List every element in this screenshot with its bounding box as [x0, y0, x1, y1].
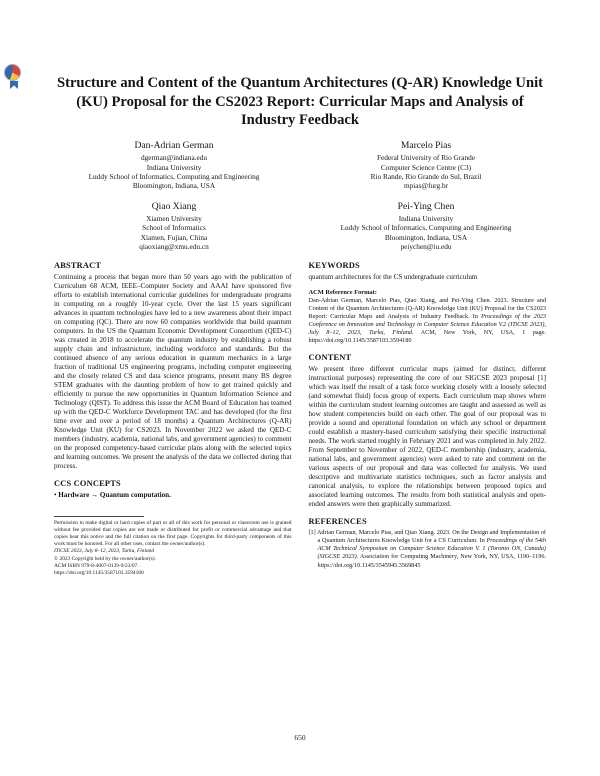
reference-venue: Proceedings of the 54th ACM Technical Symposium on Computer Science Education V. 1 (Toronto ON, Canada) (SIGCSE 2023).	[317, 537, 546, 561]
author-affiliation-line: Indiana University	[398, 213, 454, 223]
author-name: Pei-Ying Chen	[397, 200, 455, 212]
paper-title: Structure and Content of the Quantum Architectures (Q-AR) Knowledge Unit (KU) Proposal for the CS2023 Report: Curricular Maps and Analysis of Industry Feedback	[56, 75, 544, 129]
copyright-line: © 2023 Copyright held by the owner/author(s).	[54, 555, 156, 562]
footnote-rule	[54, 516, 144, 517]
acm-badge-ribbon-icon	[10, 81, 18, 89]
reference-doi[interactable]: Association for Computing Machinery, New York, NY, USA, 1190–1196. https://doi.org/10.1145/3545945.3569845	[317, 553, 546, 569]
author-email: dgerman@indiana.edu	[140, 153, 208, 163]
ccs-bullet: •	[54, 490, 57, 499]
content-heading: CONTENT	[308, 353, 352, 363]
footnote-block	[54, 516, 292, 577]
ccs-concepts-heading: CCS CONCEPTS	[54, 478, 121, 488]
acm-reference-authors: Dan-Adrian German, Marcelo Pias, Qiao Xiang, and Pei-Ying Chen. 2023. Structure and Content of the Quantum Architectures (Q-AR) Knowledge Unit (KU) Proposal for the CS2023 Report: Curricular Maps and Analysis of Industry Feedback. In	[308, 296, 546, 321]
doi-link[interactable]: https://doi.org/10.1145/3587103.3594180	[54, 569, 144, 576]
abstract-heading: ABSTRACT	[54, 260, 102, 270]
author-affiliation-line: Federal University of Rio Grande	[376, 153, 476, 163]
author-email: peiychen@iu.edu	[400, 242, 452, 252]
acm-badge-circle-icon	[4, 64, 21, 81]
conference-line: ITiCSE 2023, July 8–12, 2023, Turku, Finland	[54, 548, 155, 555]
author-email: mpias@furg.br	[403, 181, 449, 191]
acm-reference-text	[309, 297, 547, 345]
acm-reference-format-heading: ACM Reference Format:	[308, 288, 377, 296]
ccs-term: Hardware	[58, 490, 90, 499]
acm-reference-doi[interactable]: ACM, New York, NY, USA, 1 page. https://doi.org/10.1145/3587103.3594180	[308, 329, 547, 345]
acm-reference-venue: Proceedings of the 2023 Conference on Innovation and Technology in Computer Science Education V.2 (ITiCSE 2023), July 8–12, 2023, Turku, Finland.	[308, 313, 546, 337]
author-affiliation-line: Luddy School of Informatics, Computing and Engineering	[88, 171, 260, 181]
keywords-heading: KEYWORDS	[308, 260, 360, 270]
author-name: Dan-Adrian German	[134, 140, 214, 152]
author-affiliation-line: Computer Science Centre (C3)	[380, 162, 472, 172]
reference-citation: Adrian German, Marcelo Pias, and Qiao Xiang. 2023. On the Design and Implementation of a Quantum Architectures Knowledge Unit for a CS Curriculum. In	[315, 529, 546, 545]
author-affiliation-line: Bloomington, Indiana, USA	[384, 232, 468, 242]
page-number: 650	[294, 733, 306, 742]
ccs-detail: Quantum computation.	[99, 490, 171, 499]
author-affiliation-line: Bloomington, Indiana, USA	[132, 181, 216, 191]
keywords-text: quantum architectures for the CS undergraduate curriculum	[308, 272, 478, 281]
acm-badge-icon[interactable]	[4, 64, 24, 92]
author-affiliation-line: Indiana University	[146, 162, 202, 172]
author-affiliation-line: Rio Rande, Rio Grande do Sul, Brazil	[370, 171, 482, 181]
body-columns	[54, 261, 546, 577]
ccs-arrow-icon: →	[91, 490, 99, 499]
left-column	[54, 261, 292, 577]
author-block	[306, 140, 546, 191]
author-name: Qiao Xiang	[151, 200, 197, 212]
reference-item	[309, 529, 547, 569]
right-column	[309, 261, 547, 577]
author-affiliation-line: Luddy School of Informatics, Computing and Engineering	[340, 223, 512, 233]
author-email: qiaoxiang@xmu.edu.cn	[139, 242, 209, 252]
content-text: We present three different curricular maps (aimed for distinct, different instructional purposes) representing the core of our SIGCSE 2023 proposal [1] which was itself the result of a task force working closely with a loosely selected (and somewhat fluid) focus group of experts. Each curriculum map shows where within the curriculum student learning outcomes are taught and assessed as well as how student competencies build on each other. The goal of our proposal was to provide a sound and operational foundation on which any school or department could establish a mastery-based curriculum satisfying their specific instructional needs. The work started roughly in February 2021 and was completed in July 2022. From September to November of 2022, QED-C membership (industry, academia, national labs, and government agencies) were asked to rate and comment on the various aspects of our proposal and data was collected for analysis. We used descriptive and multivariate statistics techniques, such as factor analysis and canonical analysis, to explore the relationships between proposed topics and associated learning outcomes. The results from both statistical analysis and open-ended answers were then graphically summarized.	[308, 365, 546, 509]
authors-block	[54, 140, 546, 252]
author-affiliation-line: Xiamen, Fujian, China	[140, 232, 208, 242]
author-name: Marcelo Pias	[400, 140, 452, 152]
ccs-concepts-text	[54, 491, 292, 500]
author-affiliation-line: School of Informatics	[142, 223, 206, 233]
author-block	[306, 201, 546, 252]
permission-notice: Permission to make digital or hard copies of part or all of this work for personal or classroom use is granted without fee provided that copies are not made or distributed for profit or commercial advantage and that copies bear this notice and the full citation on the first page. Copyrights for third-party components of this work must be honored. For all other uses, contact the owner/author(s).	[54, 519, 292, 548]
references-heading: REFERENCES	[308, 517, 367, 527]
author-block	[54, 201, 294, 252]
author-block	[54, 140, 294, 191]
isbn-line: ACM ISBN 979-8-4007-0139-9/23/07.	[54, 562, 139, 569]
author-affiliation-line: Xiamen University	[146, 213, 202, 223]
abstract-text: Continuing a process that began more than 50 years ago with the publication of Curriculum 68 ACM, IEEE–Computer Society and AAAI have sponsored five efforts to establish international curricular guidelines for undergraduate programs in computing on a roughly 10-year cycle. Over the last 15 years significant advances in quantum technologies have led to a new awareness about their impact on computing (QC). There are now 60 companies worldwide that build quantum computers. In the US the Quantum Economic Development Consortium (QED-C) was created in 2018 to accelerate the quantum industry by establishing a robust supply chain and infrastructure, including workforce and standards. But the continued absence of any serious education in quantum mechanics in a large fraction of traditional US engineering programs, including computer engineering and the closely related CS and data science programs, present many BS degree STEM graduates with the daunting problem of how to get trained quickly and efficiently to pursue the new opportunities in Quantum Information Science and Technology (QIST). To address this issue the ACM Board of Education has teamed up with the QED-C Workforce Development TAC and has developed (for the first time ever and over a period of 18 months) a Quantum Architectures (Q-AR) Knowledge Unit (KU) for CS2023. In November 2022 we asked the QED-C members (industry, academia, national labs, and government agencies) to comment on the proposed competency-based curricular plans along with the selected topics and learning outcomes. We present the analysis of the data we collected during that process.	[54, 272, 292, 470]
reference-number: [1]	[308, 529, 316, 537]
